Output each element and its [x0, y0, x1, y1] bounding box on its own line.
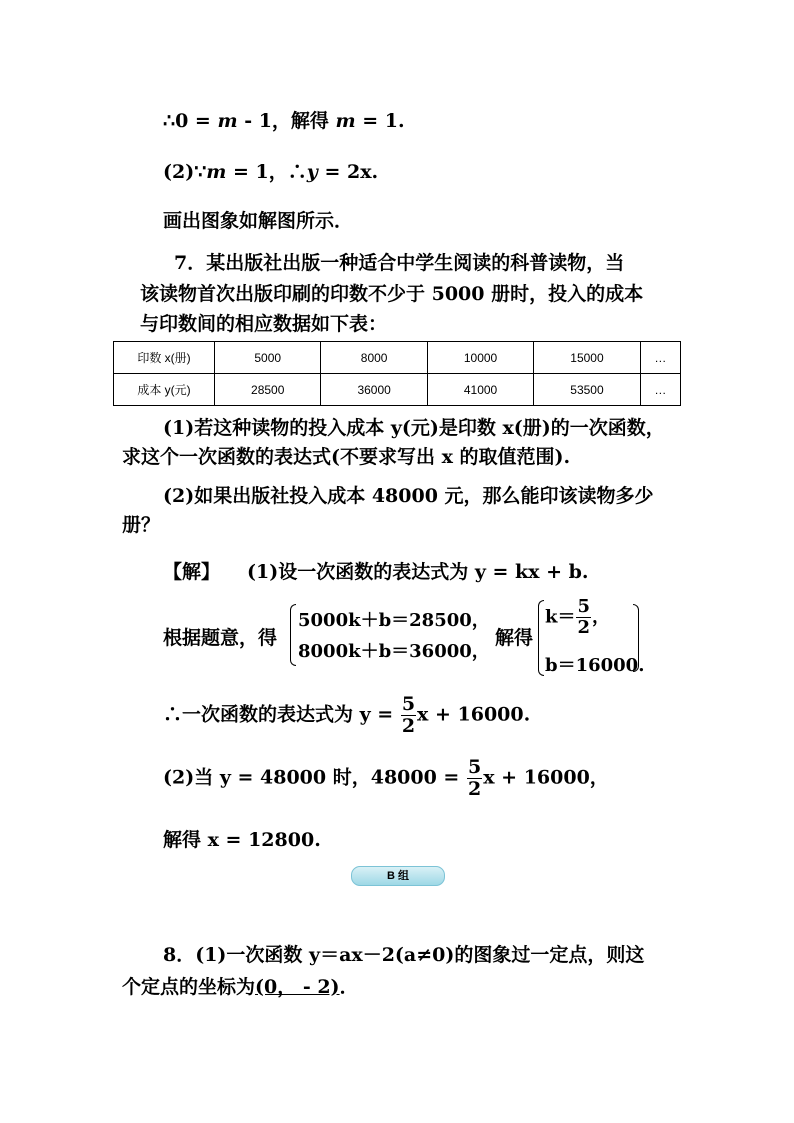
section-badge: B 组	[351, 866, 445, 886]
left-brace	[538, 600, 544, 676]
text: - 1，解得	[237, 110, 336, 132]
text: (2)∵	[163, 161, 207, 183]
right-brace	[633, 604, 639, 672]
row-label: 印数 x(册)	[114, 342, 215, 374]
text: k＝	[545, 606, 576, 628]
table-cell: 8000	[321, 342, 427, 374]
text: = 2x.	[317, 161, 379, 183]
text: (2)当 y = 48000 时，48000 =	[163, 766, 466, 789]
denominator: 2	[401, 715, 416, 737]
text: = 1.	[355, 110, 405, 132]
table-cell: 28500	[215, 374, 321, 406]
fraction	[576, 598, 591, 637]
solve-label: 解得	[495, 627, 534, 649]
left-brace	[290, 604, 296, 666]
row-label: 成本 y(元)	[114, 374, 215, 406]
q7-line-1: 7．某出版社出版一种适合中学生阅读的科普读物，当	[174, 252, 625, 274]
sub1-line-1: (1)若这种读物的投入成本 y(元)是印数 x(册)的一次函数，	[163, 417, 665, 439]
table-row	[114, 374, 681, 406]
denominator: 2	[467, 778, 482, 800]
table-cell: …	[640, 374, 680, 406]
text: x + 16000，	[483, 766, 609, 789]
var-m: m	[335, 110, 356, 132]
table-cell: 41000	[427, 374, 533, 406]
sub2-line-1: (2)如果出版社投入成本 48000 元，那么能印该读物多少	[163, 485, 654, 507]
table-cell: 15000	[534, 342, 640, 374]
table-cell: …	[640, 342, 680, 374]
numerator: 5	[467, 756, 482, 778]
sol-line-4	[163, 758, 609, 799]
fraction	[467, 758, 482, 799]
q7-line-2: 该读物首次出版印刷的印数不少于 5000 册时，投入的成本	[140, 283, 644, 305]
table-cell: 53500	[534, 374, 640, 406]
solution-k	[545, 598, 610, 637]
solution-tag: 【解】	[163, 561, 221, 583]
answer: (0， - 2)	[255, 976, 340, 998]
sol-line-5: 解得 x = 12800.	[163, 829, 321, 851]
text: ∴一次函数的表达式为 y =	[163, 703, 400, 726]
table-cell: 10000	[427, 342, 533, 374]
sol-line-1: (1)设一次函数的表达式为 y = kx + b.	[247, 561, 589, 583]
solution-b: b＝16000.	[545, 655, 645, 676]
q8-line-2	[122, 972, 359, 999]
equation-1: 5000k＋b＝28500，	[298, 610, 490, 631]
text: ．	[339, 976, 359, 998]
var-m: m	[217, 110, 238, 132]
sol-line-3	[163, 695, 530, 736]
text: ，	[592, 606, 611, 628]
var-m: m	[206, 161, 227, 183]
table-cell: 36000	[321, 374, 427, 406]
sub1-line-2: 求这个一次函数的表达式(不要求写出 x 的取值范围).	[122, 446, 571, 468]
var-y: y	[306, 161, 318, 183]
table-cell: 5000	[215, 342, 321, 374]
numerator: 5	[401, 693, 416, 715]
q7-line-3: 与印数间的相应数据如下表：	[140, 313, 388, 335]
sol-line-2-prefix: 根据题意，得	[163, 627, 278, 649]
data-table	[113, 341, 681, 406]
text: = 1，∴	[226, 161, 307, 183]
solution-line-1	[163, 106, 405, 133]
denominator: 2	[577, 617, 591, 638]
text: x + 16000.	[417, 703, 531, 726]
numerator: 5	[577, 596, 591, 617]
sub2-line-2: 册？	[122, 514, 161, 536]
fraction	[401, 695, 416, 736]
text: ∴0 =	[163, 110, 218, 132]
text: 个定点的坐标为	[122, 976, 256, 998]
solution-line-2	[163, 157, 378, 184]
table-row	[114, 342, 681, 374]
solution-line-3: 画出图象如解图所示．	[163, 210, 354, 232]
equation-2: 8000k＋b＝36000，	[298, 641, 490, 662]
q8-line-1: 8．(1)一次函数 y＝ax－2(a≠0)的图象过一定点，则这	[163, 944, 645, 966]
